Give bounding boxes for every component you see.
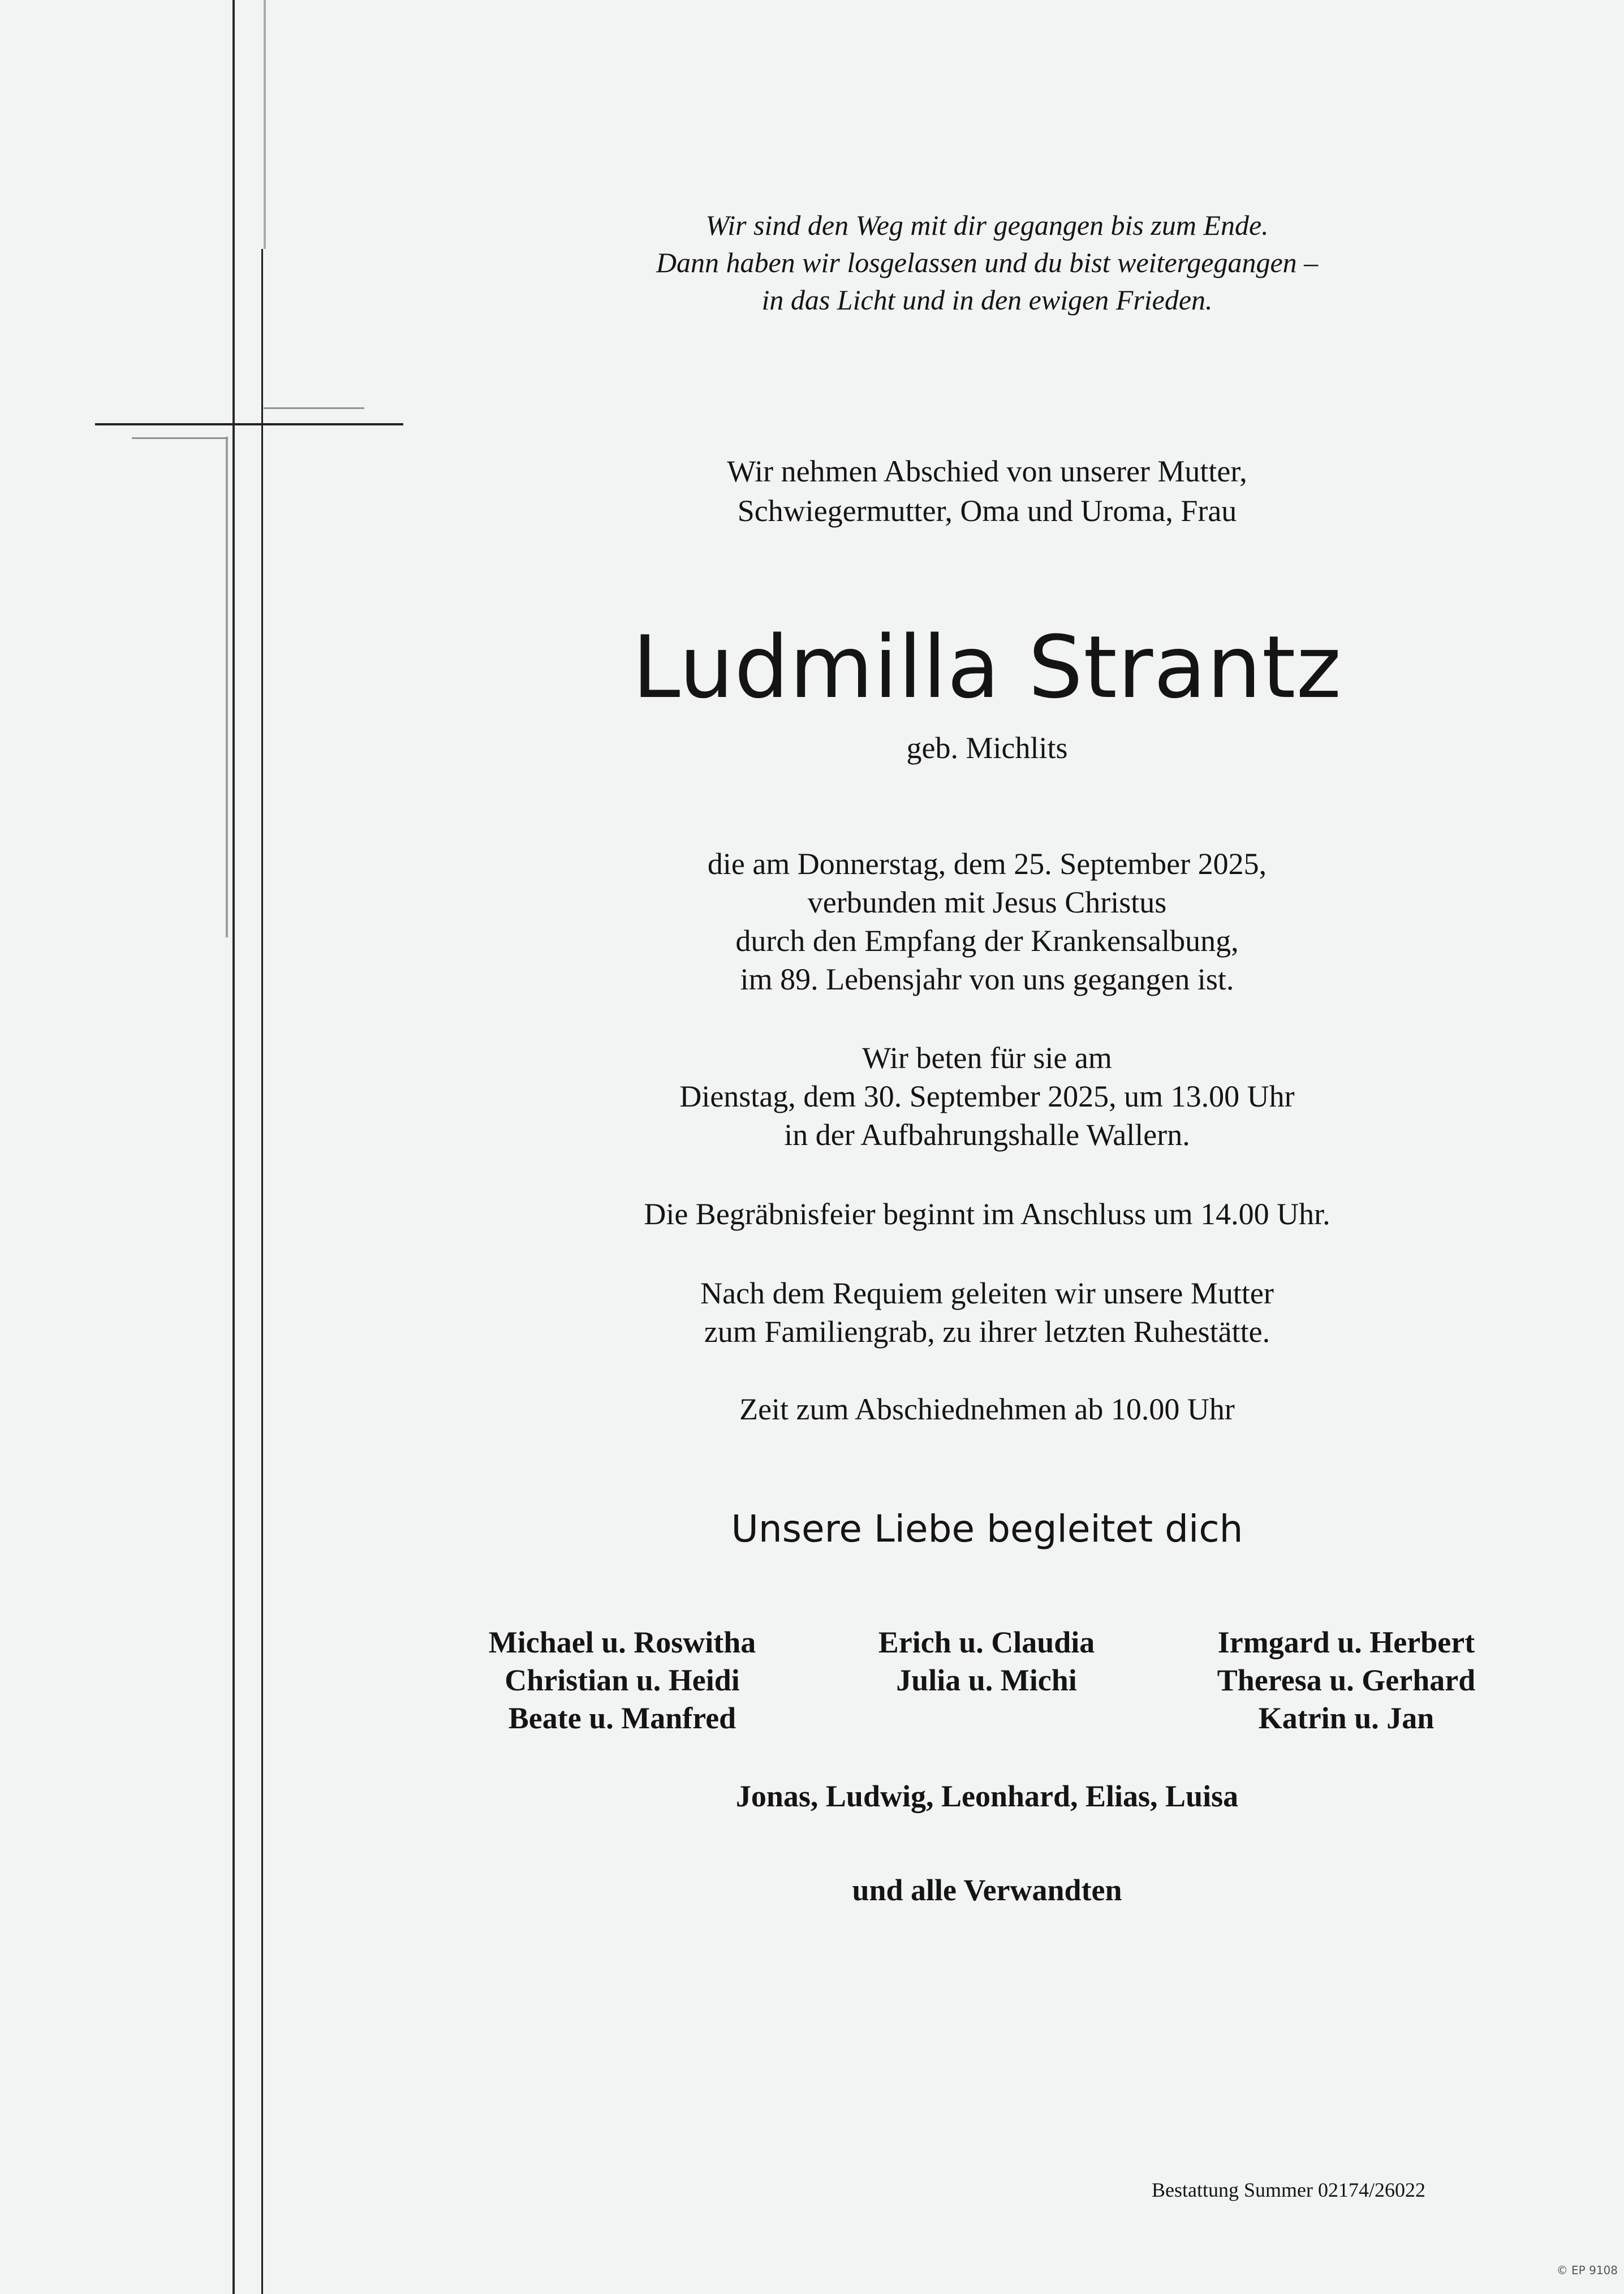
maiden-name: geb. Michlits <box>906 731 1068 765</box>
grandchildren: Jonas, Ludwig, Leonhard, Elias, Luisa <box>735 1779 1239 1813</box>
prayer-line: Wir beten für sie am <box>862 1041 1112 1075</box>
cross-vertical-grey-line <box>226 437 228 937</box>
burial-line: zum Familiengrab, zu ihrer letzten Ruhestätte. <box>704 1315 1270 1349</box>
farewell-intro <box>566 451 1408 531</box>
family-member: Erich u. Claudia <box>878 1625 1095 1659</box>
undertaker-contact: Bestattung Summer 02174/26022 <box>1152 2179 1425 2201</box>
verse-line: in das Licht und in den ewigen Frieden. <box>761 284 1213 316</box>
prayer-line: in der Aufbahrungshalle Wallern. <box>784 1118 1190 1152</box>
prayer-line: Dienstag, dem 30. September 2025, um 13.00 Uhr <box>679 1079 1295 1113</box>
family-member: Theresa u. Gerhard <box>1217 1663 1476 1697</box>
viewing-line: Zeit zum Abschiednehmen ab 10.00 Uhr <box>739 1392 1235 1426</box>
relatives: und alle Verwandten <box>852 1873 1122 1907</box>
verse-line: Wir sind den Weg mit dir gegangen bis zum Ende. <box>705 209 1269 241</box>
family-member: Julia u. Michi <box>896 1663 1077 1697</box>
cross-horizontal-grey-upper <box>264 407 364 409</box>
funeral-info <box>566 1195 1408 1233</box>
family-column <box>1177 1624 1516 1737</box>
funeral-line: Die Begräbnisfeier beginnt im Anschluss um 14.00 Uhr. <box>644 1197 1330 1231</box>
burial-line: Nach dem Requiem geleiten wir unsere Mutter <box>700 1276 1274 1310</box>
motto: Unsere Liebe begleitet dich <box>731 1507 1243 1551</box>
death-notice <box>566 845 1408 998</box>
cross-vertical-inner-line <box>261 249 263 2294</box>
burial-info <box>566 1274 1408 1351</box>
death-notice-line: die am Donnerstag, dem 25. September 2025, <box>707 847 1267 881</box>
memorial-verse <box>566 206 1408 319</box>
cross-horizontal-grey-lower <box>132 437 228 439</box>
family-member: Christian u. Heidi <box>505 1663 740 1697</box>
death-notice-line: durch den Empfang der Krankensalbung, <box>735 924 1239 958</box>
prayer-info <box>566 1039 1408 1154</box>
death-notice-line: im 89. Lebensjahr von uns gegangen ist. <box>740 962 1234 996</box>
copyright-mark: © EP 9108 <box>1556 2263 1618 2277</box>
intro-line: Schwiegermutter, Oma und Uroma, Frau <box>737 494 1237 528</box>
family-member: Katrin u. Jan <box>1258 1701 1435 1735</box>
deceased-name: Ludmilla Strantz <box>632 617 1342 717</box>
intro-line: Wir nehmen Abschied von unserer Mutter, <box>727 454 1247 488</box>
cross-line-upper-grey <box>264 0 266 249</box>
family-column <box>817 1624 1156 1699</box>
death-notice-line: verbunden mit Jesus Christus <box>807 885 1167 919</box>
viewing-info <box>566 1390 1408 1428</box>
family-member: Beate u. Manfred <box>508 1701 736 1735</box>
family-column <box>453 1624 792 1737</box>
family-member: Michael u. Roswitha <box>488 1625 756 1659</box>
cross-vertical-line <box>232 0 235 2294</box>
verse-line: Dann haben wir losgelassen und du bist weitergegangen – <box>656 247 1319 278</box>
family-member: Irmgard u. Herbert <box>1217 1625 1475 1659</box>
cross-horizontal-line <box>95 423 403 425</box>
